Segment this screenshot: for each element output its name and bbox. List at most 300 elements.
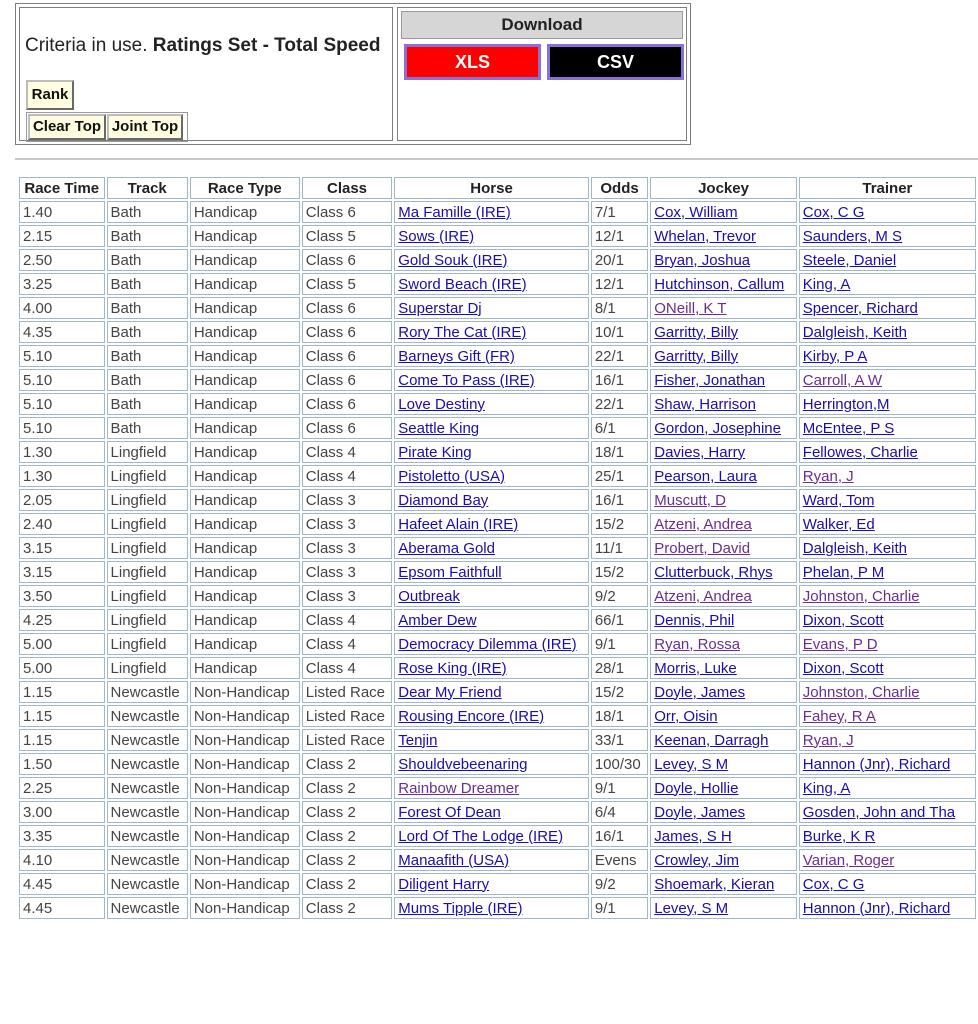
table-row	[19, 801, 976, 823]
jockey-link[interactable]: Probert, David	[654, 539, 751, 557]
cell-race-type: Handicap	[190, 369, 300, 391]
cell-trainer	[799, 441, 976, 463]
jockey-link[interactable]: James, S H	[654, 827, 732, 845]
cell-class: Listed Race	[302, 681, 392, 703]
cell-race-time: 3.00	[19, 801, 105, 823]
table-row	[19, 417, 976, 439]
cell-class: Class 5	[302, 273, 392, 295]
cell-race-time: 2.15	[19, 225, 105, 247]
cell-track: Newcastle	[107, 705, 188, 727]
col-trainer[interactable]: Trainer	[799, 177, 976, 199]
cell-track: Lingfield	[107, 513, 188, 535]
cell-trainer	[799, 561, 976, 583]
cell-track: Bath	[107, 273, 188, 295]
cell-class: Class 2	[302, 825, 392, 847]
horse-link[interactable]: Come To Pass (IRE)	[398, 371, 535, 389]
criteria-prefix: Criteria in use.	[25, 35, 148, 56]
table-row	[19, 873, 976, 895]
cell-track: Lingfield	[107, 657, 188, 679]
horse-link[interactable]: Shouldvebeenaring	[398, 755, 528, 773]
trainer-link[interactable]: Dalgleish, Keith	[802, 539, 908, 557]
trainer-link[interactable]: Fellowes, Charlie	[802, 443, 918, 461]
trainer-link[interactable]: Cox, C G	[802, 203, 865, 221]
trainer-link[interactable]: Phelan, P M	[802, 563, 885, 581]
col-race-time[interactable]: Race Time	[19, 177, 105, 199]
cell-horse	[394, 705, 589, 727]
cell-race-type: Non-Handicap	[190, 681, 300, 703]
cell-race-time: 1.15	[19, 705, 105, 727]
cell-trainer	[799, 465, 976, 487]
horse-link[interactable]: Rory The Cat (IRE)	[398, 323, 527, 341]
table-row	[19, 825, 976, 847]
trainer-link[interactable]: Burke, K R	[802, 827, 876, 845]
criteria-panel	[15, 3, 691, 145]
cell-class: Listed Race	[302, 729, 392, 751]
cell-class: Class 4	[302, 609, 392, 631]
cell-odds: 8/1	[591, 297, 648, 319]
cell-class: Class 6	[302, 345, 392, 367]
trainer-link[interactable]: Cox, C G	[802, 875, 865, 893]
cell-odds: 100/30	[591, 753, 648, 775]
trainer-link[interactable]: Ryan, J	[802, 467, 854, 485]
cell-horse	[394, 441, 589, 463]
cell-trainer	[799, 897, 976, 919]
trainer-link[interactable]: Saunders, M S	[802, 227, 903, 245]
table-row	[19, 201, 976, 223]
cell-trainer	[799, 345, 976, 367]
cell-class: Class 3	[302, 537, 392, 559]
cell-odds: 10/1	[591, 321, 648, 343]
horse-link[interactable]: Manaafith (USA)	[398, 851, 510, 869]
cell-track: Lingfield	[107, 609, 188, 631]
cell-horse	[394, 561, 589, 583]
cell-jockey	[650, 249, 797, 271]
cell-race-type: Handicap	[190, 225, 300, 247]
trainer-link[interactable]: Johnston, Charlie	[802, 587, 920, 605]
cell-odds: 12/1	[591, 273, 648, 295]
cell-race-type: Handicap	[190, 513, 300, 535]
cell-race-type: Handicap	[190, 561, 300, 583]
joint-top-button[interactable]: Joint Top	[107, 114, 183, 140]
cell-class: Class 4	[302, 633, 392, 655]
cell-race-type: Non-Handicap	[190, 873, 300, 895]
cell-jockey	[650, 417, 797, 439]
jockey-link[interactable]: Shoemark, Kieran	[654, 875, 775, 893]
criteria-text	[25, 35, 380, 57]
cell-track: Newcastle	[107, 801, 188, 823]
criteria-box	[19, 7, 393, 141]
cell-jockey	[650, 633, 797, 655]
cell-horse	[394, 537, 589, 559]
horse-link[interactable]: Rainbow Dreamer	[398, 779, 520, 797]
horse-link[interactable]: Superstar Dj	[398, 299, 482, 317]
cell-race-type: Handicap	[190, 201, 300, 223]
col-odds[interactable]: Odds	[591, 177, 648, 199]
cell-race-type: Non-Handicap	[190, 849, 300, 871]
cell-class: Class 6	[302, 249, 392, 271]
horse-link[interactable]: Mums Tipple (IRE)	[398, 899, 523, 917]
horse-link[interactable]: Forest Of Dean	[398, 803, 501, 821]
cell-jockey	[650, 297, 797, 319]
cell-jockey	[650, 585, 797, 607]
cell-jockey	[650, 801, 797, 823]
jockey-link[interactable]: Shaw, Harrison	[654, 395, 756, 413]
download-title: Download	[401, 11, 683, 39]
csv-download-button[interactable]: CSV	[547, 44, 684, 80]
cell-track: Newcastle	[107, 849, 188, 871]
horse-link[interactable]: Pirate King	[398, 443, 472, 461]
horse-link[interactable]: Sword Beach (IRE)	[398, 275, 527, 293]
cell-trainer	[799, 513, 976, 535]
trainer-link[interactable]: Ryan, J	[802, 731, 854, 749]
trainer-link[interactable]: Kirby, P A	[802, 347, 868, 365]
divider	[15, 158, 978, 160]
trainer-link[interactable]: Johnston, Charlie	[802, 683, 920, 701]
jockey-link[interactable]: Ryan, Rossa	[654, 635, 741, 653]
cell-odds: 9/2	[591, 873, 648, 895]
cell-odds: 25/1	[591, 465, 648, 487]
table-row	[19, 705, 976, 727]
cell-race-type: Non-Handicap	[190, 729, 300, 751]
cell-odds: 18/1	[591, 705, 648, 727]
jockey-link[interactable]: Muscutt, D	[654, 491, 726, 509]
trainer-link[interactable]: King, A	[802, 275, 851, 293]
table-row	[19, 441, 976, 463]
cell-track: Lingfield	[107, 633, 188, 655]
cell-class: Class 6	[302, 321, 392, 343]
cell-race-type: Handicap	[190, 393, 300, 415]
jockey-link[interactable]: Atzeni, Andrea	[654, 515, 752, 533]
cell-race-time: 4.35	[19, 321, 105, 343]
trainer-link[interactable]: Herrington,M	[802, 395, 890, 413]
jockey-link[interactable]: ONeill, K T	[654, 299, 727, 317]
cell-odds: 15/2	[591, 681, 648, 703]
cell-race-time: 1.30	[19, 441, 105, 463]
cell-track: Bath	[107, 393, 188, 415]
horse-link[interactable]: Pistoletto (USA)	[398, 467, 505, 485]
horse-link[interactable]: Amber Dew	[398, 611, 477, 629]
trainer-link[interactable]: Fahey, R A	[802, 707, 876, 725]
cell-trainer	[799, 657, 976, 679]
cell-class: Listed Race	[302, 705, 392, 727]
cell-track: Bath	[107, 201, 188, 223]
horse-link[interactable]: Gold Souk (IRE)	[398, 251, 508, 269]
horse-link[interactable]: Tenjin	[398, 731, 438, 749]
jockey-link[interactable]: Fisher, Jonathan	[654, 371, 766, 389]
jockey-link[interactable]: Morris, Luke	[654, 659, 737, 677]
cell-race-type: Handicap	[190, 273, 300, 295]
top-button-group	[26, 112, 188, 142]
cell-track: Lingfield	[107, 465, 188, 487]
jockey-link[interactable]: Levey, S M	[654, 755, 729, 773]
cell-trainer	[799, 489, 976, 511]
horse-link[interactable]: Epsom Faithfull	[398, 563, 502, 581]
cell-horse	[394, 369, 589, 391]
cell-race-time: 2.05	[19, 489, 105, 511]
cell-trainer	[799, 633, 976, 655]
jockey-link[interactable]: Levey, S M	[654, 899, 729, 917]
cell-horse	[394, 585, 589, 607]
cell-horse	[394, 897, 589, 919]
jockey-link[interactable]: Keenan, Darragh	[654, 731, 769, 749]
table-row	[19, 393, 976, 415]
trainer-link[interactable]: Evans, P D	[802, 635, 878, 653]
table-header-row	[19, 177, 976, 199]
cell-odds: 20/1	[591, 249, 648, 271]
cell-race-time: 3.15	[19, 561, 105, 583]
jockey-link[interactable]: Cox, William	[654, 203, 738, 221]
col-jockey[interactable]: Jockey	[650, 177, 797, 199]
col-race-type[interactable]: Race Type	[190, 177, 300, 199]
horse-link[interactable]: Diamond Bay	[398, 491, 489, 509]
cell-horse	[394, 225, 589, 247]
horse-link[interactable]: Sows (IRE)	[398, 227, 475, 245]
clear-top-button[interactable]: Clear Top	[28, 114, 106, 140]
cell-class: Class 6	[302, 393, 392, 415]
cell-horse	[394, 801, 589, 823]
cell-jockey	[650, 513, 797, 535]
cell-trainer	[799, 777, 976, 799]
cell-race-type: Handicap	[190, 537, 300, 559]
jockey-link[interactable]: Hutchinson, Callum	[654, 275, 785, 293]
cell-horse	[394, 249, 589, 271]
cell-horse	[394, 609, 589, 631]
cell-jockey	[650, 273, 797, 295]
cell-jockey	[650, 537, 797, 559]
jockey-link[interactable]: Whelan, Trevor	[654, 227, 756, 245]
cell-class: Class 2	[302, 897, 392, 919]
cell-trainer	[799, 321, 976, 343]
cell-race-time: 3.25	[19, 273, 105, 295]
jockey-link[interactable]: Garritty, Billy	[654, 323, 739, 341]
cell-race-type: Handicap	[190, 489, 300, 511]
cell-race-time: 1.15	[19, 729, 105, 751]
cell-race-type: Handicap	[190, 249, 300, 271]
cell-track: Lingfield	[107, 561, 188, 583]
cell-trainer	[799, 801, 976, 823]
cell-race-type: Handicap	[190, 633, 300, 655]
cell-horse	[394, 729, 589, 751]
cell-jockey	[650, 825, 797, 847]
cell-race-time: 3.15	[19, 537, 105, 559]
jockey-link[interactable]: Garritty, Billy	[654, 347, 739, 365]
cell-jockey	[650, 393, 797, 415]
xls-download-button[interactable]: XLS	[404, 44, 541, 80]
cell-trainer	[799, 417, 976, 439]
cell-class: Class 3	[302, 489, 392, 511]
cell-race-type: Non-Handicap	[190, 777, 300, 799]
jockey-link[interactable]: Orr, Oisin	[654, 707, 718, 725]
jockey-link[interactable]: Dennis, Phil	[654, 611, 735, 629]
cell-jockey	[650, 225, 797, 247]
cell-trainer	[799, 273, 976, 295]
cell-odds: 66/1	[591, 609, 648, 631]
cell-trainer	[799, 249, 976, 271]
trainer-link[interactable]: Carroll, A W	[802, 371, 882, 389]
table-row	[19, 249, 976, 271]
jockey-link[interactable]: Davies, Harry	[654, 443, 746, 461]
horse-link[interactable]: Dear My Friend	[398, 683, 502, 701]
table-row	[19, 513, 976, 535]
cell-jockey	[650, 681, 797, 703]
table-row	[19, 321, 976, 343]
cell-jockey	[650, 441, 797, 463]
cell-race-type: Non-Handicap	[190, 705, 300, 727]
cell-horse	[394, 273, 589, 295]
cell-race-time: 2.25	[19, 777, 105, 799]
horse-link[interactable]: Democracy Dilemma (IRE)	[398, 635, 577, 653]
jockey-link[interactable]: Bryan, Joshua	[654, 251, 751, 269]
jockey-link[interactable]: Doyle, James	[654, 683, 746, 701]
jockey-link[interactable]: Gordon, Josephine	[654, 419, 781, 437]
cell-odds: 16/1	[591, 825, 648, 847]
cell-class: Class 2	[302, 801, 392, 823]
trainer-link[interactable]: Gosden, John and Tha	[802, 803, 956, 821]
trainer-link[interactable]: Steele, Daniel	[802, 251, 897, 269]
jockey-link[interactable]: Clutterbuck, Rhys	[654, 563, 773, 581]
horse-link[interactable]: Love Destiny	[398, 395, 485, 413]
cell-track: Newcastle	[107, 873, 188, 895]
cell-trainer	[799, 201, 976, 223]
trainer-link[interactable]: Dalgleish, Keith	[802, 323, 908, 341]
table-row	[19, 465, 976, 487]
table-row	[19, 585, 976, 607]
cell-jockey	[650, 897, 797, 919]
cell-race-time: 3.50	[19, 585, 105, 607]
cell-horse	[394, 777, 589, 799]
trainer-link[interactable]: Hannon (Jnr), Richard	[802, 755, 951, 773]
horse-link[interactable]: Rousing Encore (IRE)	[398, 707, 545, 725]
table-row	[19, 681, 976, 703]
cell-jockey	[650, 465, 797, 487]
cell-odds: 22/1	[591, 345, 648, 367]
cell-class: Class 2	[302, 777, 392, 799]
trainer-link[interactable]: King, A	[802, 779, 851, 797]
cell-track: Bath	[107, 297, 188, 319]
results-body	[19, 201, 976, 919]
cell-class: Class 6	[302, 417, 392, 439]
cell-race-type: Handicap	[190, 345, 300, 367]
table-row	[19, 753, 976, 775]
cell-trainer	[799, 609, 976, 631]
cell-track: Lingfield	[107, 537, 188, 559]
cell-horse	[394, 201, 589, 223]
cell-odds: 9/2	[591, 585, 648, 607]
cell-race-time: 4.10	[19, 849, 105, 871]
cell-horse	[394, 321, 589, 343]
cell-race-time: 1.50	[19, 753, 105, 775]
horse-link[interactable]: Hafeet Alain (IRE)	[398, 515, 519, 533]
cell-odds: 9/1	[591, 633, 648, 655]
cell-odds: 6/1	[591, 417, 648, 439]
horse-link[interactable]: Aberama Gold	[398, 539, 495, 557]
jockey-link[interactable]: Atzeni, Andrea	[654, 587, 752, 605]
table-row	[19, 489, 976, 511]
cell-race-time: 2.40	[19, 513, 105, 535]
table-row	[19, 633, 976, 655]
cell-track: Bath	[107, 369, 188, 391]
horse-link[interactable]: Barneys Gift (FR)	[398, 347, 515, 365]
table-row	[19, 369, 976, 391]
cell-odds: Evens	[591, 849, 648, 871]
cell-race-time: 5.10	[19, 417, 105, 439]
cell-jockey	[650, 873, 797, 895]
cell-odds: 16/1	[591, 489, 648, 511]
cell-class: Class 4	[302, 465, 392, 487]
table-row	[19, 297, 976, 319]
table-row	[19, 657, 976, 679]
cell-race-type: Handicap	[190, 321, 300, 343]
trainer-link[interactable]: Hannon (Jnr), Richard	[802, 899, 951, 917]
cell-class: Class 3	[302, 513, 392, 535]
cell-race-type: Non-Handicap	[190, 825, 300, 847]
rank-button[interactable]: Rank	[26, 80, 74, 110]
cell-race-time: 5.10	[19, 369, 105, 391]
jockey-link[interactable]: Doyle, James	[654, 803, 746, 821]
cell-track: Lingfield	[107, 441, 188, 463]
cell-track: Bath	[107, 345, 188, 367]
results-table	[17, 175, 978, 921]
download-box	[397, 7, 687, 141]
trainer-link[interactable]: Dixon, Scott	[802, 659, 884, 677]
horse-link[interactable]: Lord Of The Lodge (IRE)	[398, 827, 564, 845]
trainer-link[interactable]: Ward, Tom	[802, 491, 875, 509]
horse-link[interactable]: Seattle King	[398, 419, 480, 437]
cell-trainer	[799, 681, 976, 703]
cell-jockey	[650, 729, 797, 751]
cell-track: Lingfield	[107, 585, 188, 607]
cell-trainer	[799, 849, 976, 871]
horse-link[interactable]: Rose King (IRE)	[398, 659, 507, 677]
trainer-link[interactable]: Varian, Roger	[802, 851, 895, 869]
cell-horse	[394, 657, 589, 679]
trainer-link[interactable]: Dixon, Scott	[802, 611, 884, 629]
cell-trainer	[799, 537, 976, 559]
cell-jockey	[650, 321, 797, 343]
cell-jockey	[650, 705, 797, 727]
cell-horse	[394, 345, 589, 367]
cell-class: Class 6	[302, 201, 392, 223]
horse-link[interactable]: Outbreak	[398, 587, 460, 605]
jockey-link[interactable]: Doyle, Hollie	[654, 779, 739, 797]
jockey-link[interactable]: Pearson, Laura	[654, 467, 757, 485]
cell-horse	[394, 873, 589, 895]
cell-horse	[394, 753, 589, 775]
cell-horse	[394, 633, 589, 655]
col-class[interactable]: Class	[302, 177, 392, 199]
cell-class: Class 4	[302, 441, 392, 463]
trainer-link[interactable]: McEntee, P S	[802, 419, 895, 437]
cell-class: Class 2	[302, 849, 392, 871]
horse-link[interactable]: Ma Famille (IRE)	[398, 203, 511, 221]
cell-jockey	[650, 609, 797, 631]
cell-jockey	[650, 201, 797, 223]
horse-link[interactable]: Diligent Harry	[398, 875, 490, 893]
jockey-link[interactable]: Crowley, Jim	[654, 851, 739, 869]
cell-horse	[394, 489, 589, 511]
trainer-link[interactable]: Spencer, Richard	[802, 299, 918, 317]
cell-trainer	[799, 825, 976, 847]
cell-class: Class 2	[302, 753, 392, 775]
cell-race-time: 1.40	[19, 201, 105, 223]
cell-trainer	[799, 393, 976, 415]
cell-odds: 7/1	[591, 201, 648, 223]
trainer-link[interactable]: Walker, Ed	[802, 515, 875, 533]
col-track[interactable]: Track	[107, 177, 188, 199]
cell-odds: 11/1	[591, 537, 648, 559]
col-horse[interactable]: Horse	[394, 177, 589, 199]
cell-trainer	[799, 585, 976, 607]
